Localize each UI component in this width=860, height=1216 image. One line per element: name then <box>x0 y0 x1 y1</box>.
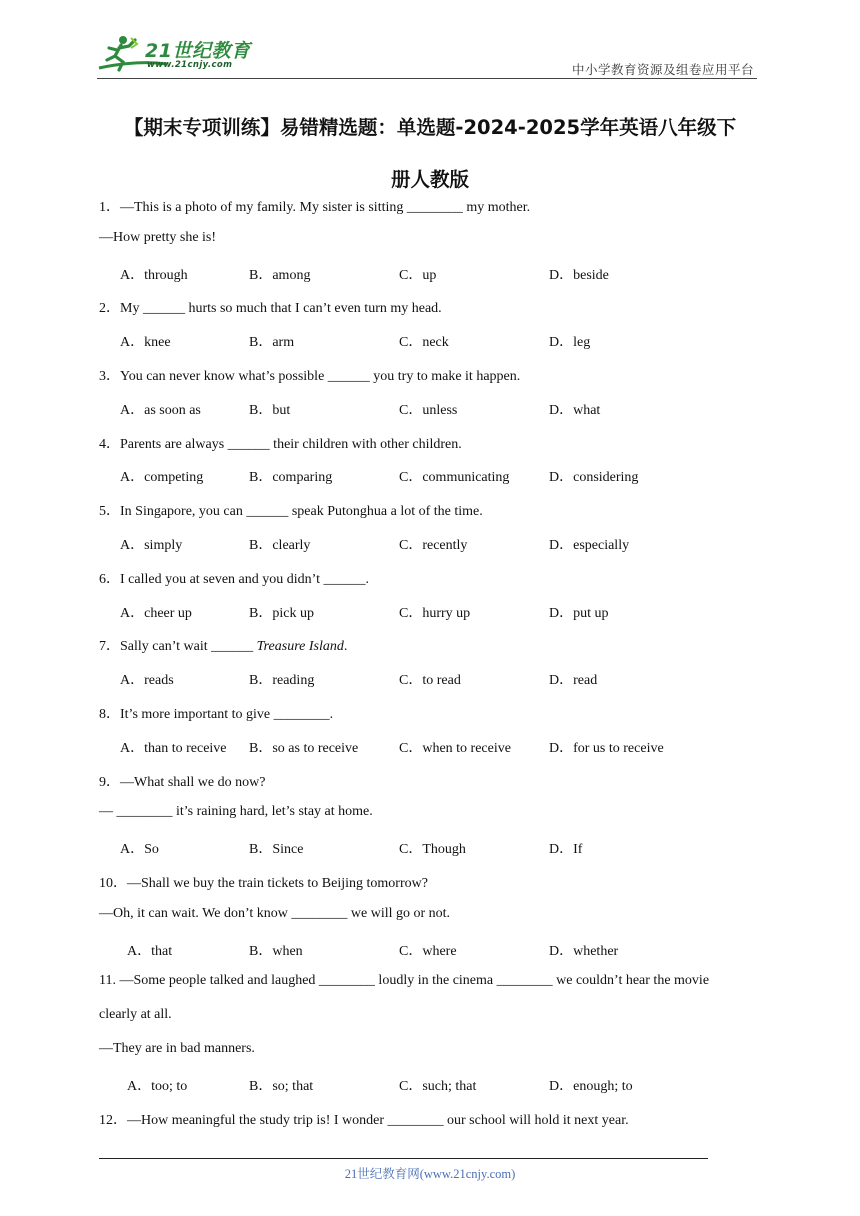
question-text: — ________ it’s raining hard, let’s stay at home. <box>99 804 373 820</box>
question-text: —How pretty she is! <box>99 229 217 245</box>
question-text: 9．—What shall we do now? <box>99 774 266 790</box>
question-text: 12．—How meaningful the study trip is! I wonder ________ our school will hold it next year. <box>99 1112 629 1128</box>
option-c[interactable]: C．Though <box>399 842 466 858</box>
question-text: 5．In Singapore, you can ______ speak Putonghua a lot of the time. <box>99 504 483 520</box>
header-divider <box>97 78 757 79</box>
option-d[interactable]: D．especially <box>549 538 630 553</box>
option-a[interactable]: A．reads <box>120 673 174 689</box>
option-d[interactable]: D．beside <box>549 267 609 283</box>
option-d[interactable]: D．for us to receive <box>549 740 664 756</box>
option-c[interactable]: C．up <box>399 267 437 283</box>
option-a[interactable]: A．cheer up <box>120 605 192 621</box>
title-line-1: 【期末专项训练】易错精选题：单选题-2024-2025学年英语八年级下 <box>123 116 737 139</box>
option-b[interactable]: B．so as to receive <box>249 740 359 756</box>
page-header <box>97 30 757 80</box>
option-a[interactable]: A．competing <box>120 470 204 486</box>
option-b[interactable]: B．so; that <box>249 1078 314 1094</box>
question-text: 8．It’s more important to give ________. <box>99 707 334 722</box>
question-text: 6．I called you at seven and you didn’t ______. <box>99 571 369 587</box>
question-stem <box>99 433 462 453</box>
question-line <box>99 1007 172 1023</box>
option-b[interactable]: B．Since <box>249 842 304 858</box>
question-stem <box>99 1109 629 1129</box>
footer-text: 21世纪教育网(www.21cnjy.com) <box>344 1167 516 1181</box>
option-b[interactable]: B．pick up <box>249 605 314 621</box>
option-d[interactable]: D．whether <box>549 943 619 959</box>
option-a[interactable]: A．that <box>127 943 173 959</box>
question-stem <box>99 365 520 385</box>
question-text: 1．—This is a photo of my family. My sister is sitting ________ my mother. <box>99 200 531 215</box>
question-stem <box>99 703 333 723</box>
question-stem <box>99 500 483 520</box>
option-c[interactable]: C．when to receive <box>399 740 511 756</box>
question-text: —Oh, it can wait. We don’t know ________ we will go or not. <box>99 905 451 921</box>
option-c[interactable]: C．neck <box>399 335 449 351</box>
option-b[interactable]: B．when <box>249 943 303 959</box>
title-line-2: 册人教版 <box>390 168 469 191</box>
question-text: clearly at all. <box>99 1007 172 1023</box>
option-a[interactable]: A．than to receive <box>120 740 227 756</box>
question-text: —They are in bad manners. <box>99 1041 255 1056</box>
option-a[interactable]: A．through <box>120 267 188 283</box>
question-line <box>99 804 373 820</box>
option-c[interactable]: C．such; that <box>399 1078 477 1094</box>
option-b[interactable]: B．comparing <box>249 470 333 486</box>
option-d[interactable]: D．If <box>549 842 583 858</box>
option-c[interactable]: C．to read <box>399 673 461 689</box>
question-line <box>99 1041 255 1057</box>
question-line <box>99 906 450 922</box>
question-stem <box>99 771 265 791</box>
option-d[interactable]: D．what <box>549 402 601 418</box>
option-a[interactable]: A．knee <box>120 335 171 351</box>
question-text: 2．My ______ hurts so much that I can’t even turn my head. <box>99 301 442 317</box>
question-stem <box>99 635 347 655</box>
platform-name: 中小学教育资源及组卷应用平台 <box>571 62 754 77</box>
option-b[interactable]: B．clearly <box>249 538 311 553</box>
question-text: 4．Parents are always ______ their children with other children. <box>99 436 462 452</box>
option-c[interactable]: C．communicating <box>399 470 510 486</box>
option-d[interactable]: D．enough; to <box>549 1078 633 1094</box>
question-text: 7．Sally can’t wait ______ <box>99 639 257 655</box>
logo-text: 21世纪教育 <box>145 40 251 62</box>
site-logo <box>97 34 257 76</box>
option-c[interactable]: C．hurry up <box>399 605 471 621</box>
question-line <box>99 230 216 246</box>
option-a[interactable]: A．as soon as <box>120 402 201 418</box>
option-d[interactable]: D．considering <box>549 470 639 486</box>
question-stem <box>99 973 709 989</box>
option-b[interactable]: B．among <box>249 267 311 283</box>
question-stem <box>99 297 442 317</box>
option-d[interactable]: D．read <box>549 673 598 689</box>
option-a[interactable]: A．too; to <box>127 1078 188 1094</box>
option-c[interactable]: C．recently <box>399 538 468 553</box>
option-a[interactable]: A．simply <box>120 538 183 553</box>
footer-divider <box>99 1158 708 1159</box>
book-title: Treasure Island <box>256 639 344 655</box>
question-text: 10．—Shall we buy the train tickets to Beijing tomorrow? <box>99 876 428 891</box>
logo-url-text: www.21cnjy.com <box>147 60 233 70</box>
question-text: 11. —Some people talked and laughed ________ loudly in the cinema ________ we couldn’t hear the movie <box>99 973 710 989</box>
question-text-tail: . <box>343 639 348 655</box>
question-stem <box>99 568 369 588</box>
document-title <box>100 102 760 206</box>
question-stem <box>99 872 428 892</box>
option-b[interactable]: B．reading <box>249 673 315 689</box>
option-b[interactable]: B．arm <box>249 335 295 351</box>
option-c[interactable]: C．where <box>399 943 457 959</box>
option-a[interactable]: A．So <box>120 842 159 858</box>
option-c[interactable]: C．unless <box>399 402 458 418</box>
question-text: 3．You can never know what’s possible ______ you try to make it happen. <box>99 369 521 384</box>
option-b[interactable]: B．but <box>249 402 291 418</box>
question-stem <box>99 196 530 216</box>
option-d[interactable]: D．leg <box>549 335 591 351</box>
option-d[interactable]: D．put up <box>549 605 609 621</box>
